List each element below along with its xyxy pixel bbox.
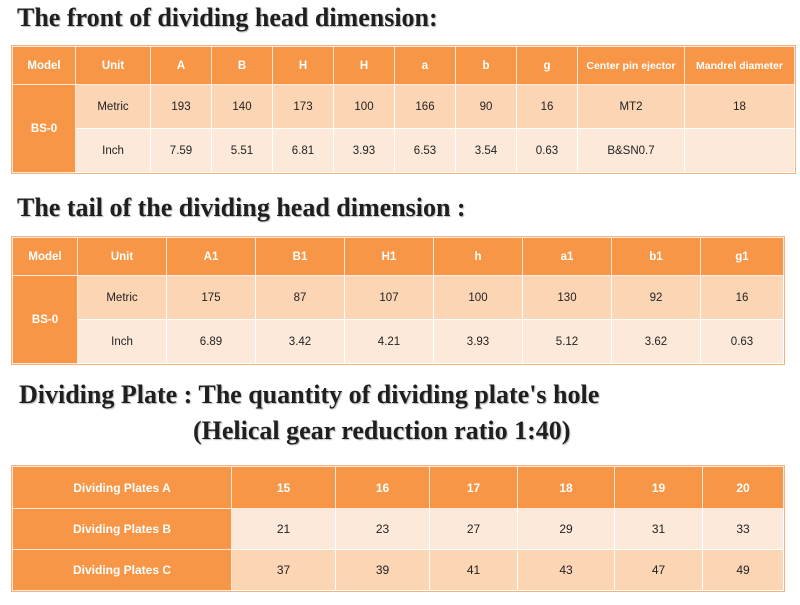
header-cell: Unit xyxy=(76,47,151,85)
table-cell: Inch xyxy=(78,320,167,364)
table-cell: 5.12 xyxy=(523,320,612,364)
header-cell: 18 xyxy=(518,467,615,509)
table-cell: 193 xyxy=(151,85,212,129)
table-cell: 107 xyxy=(345,276,434,320)
tail-table-header-row xyxy=(13,238,784,276)
table-cell: 33 xyxy=(703,509,784,550)
header-cell: B xyxy=(212,47,273,85)
header-cell: Model xyxy=(13,47,76,85)
header-cell: 16 xyxy=(336,467,430,509)
header-cell: H xyxy=(334,47,395,85)
table-cell: 7.59 xyxy=(151,129,212,173)
table-cell: 3.93 xyxy=(334,129,395,173)
table-cell: 130 xyxy=(523,276,612,320)
model-cell: BS-0 xyxy=(13,85,76,173)
header-cell: B1 xyxy=(256,238,345,276)
header-cell: b xyxy=(456,47,517,85)
header-cell: 20 xyxy=(703,467,784,509)
table-cell: 39 xyxy=(336,550,430,591)
table-cell: 175 xyxy=(167,276,256,320)
dividing-plate-subheading: (Helical gear reduction ratio 1:40) xyxy=(193,416,571,445)
table-row xyxy=(13,320,784,364)
header-cell: H1 xyxy=(345,238,434,276)
header-cell: 19 xyxy=(615,467,703,509)
table-cell: 140 xyxy=(212,85,273,129)
table-cell: Inch xyxy=(76,129,151,173)
header-cell: g1 xyxy=(701,238,784,276)
front-dimension-heading: The front of dividing head dimension: xyxy=(17,3,438,32)
table-cell: 43 xyxy=(518,550,615,591)
table-cell: 3.42 xyxy=(256,320,345,364)
plate-c-row xyxy=(13,550,784,591)
plate-b-row xyxy=(13,509,784,550)
front-table-header-row xyxy=(13,47,795,85)
table-cell: 41 xyxy=(430,550,518,591)
table-cell: 6.53 xyxy=(395,129,456,173)
header-cell: Center pin ejector xyxy=(578,47,685,85)
header-cell: h xyxy=(434,238,523,276)
tail-dimension-heading: The tail of the dividing head dimension : xyxy=(17,193,466,222)
table-cell: 31 xyxy=(615,509,703,550)
table-cell: 0.63 xyxy=(701,320,784,364)
table-cell: 3.62 xyxy=(612,320,701,364)
table-cell: 37 xyxy=(232,550,336,591)
table-cell: 21 xyxy=(232,509,336,550)
header-cell: g xyxy=(517,47,578,85)
table-cell: 49 xyxy=(703,550,784,591)
table-cell: 5.51 xyxy=(212,129,273,173)
table-cell: 3.93 xyxy=(434,320,523,364)
dividing-plate-table xyxy=(12,466,784,591)
table-cell: Metric xyxy=(76,85,151,129)
table-cell xyxy=(685,129,795,173)
table-row xyxy=(13,276,784,320)
header-cell: a xyxy=(395,47,456,85)
table-cell: 18 xyxy=(685,85,795,129)
table-cell: 92 xyxy=(612,276,701,320)
table-cell: Metric xyxy=(78,276,167,320)
table-cell: 173 xyxy=(273,85,334,129)
header-cell: 17 xyxy=(430,467,518,509)
table-cell: B&SN0.7 xyxy=(578,129,685,173)
table-cell: 100 xyxy=(334,85,395,129)
header-cell: Unit xyxy=(78,238,167,276)
table-cell: 27 xyxy=(430,509,518,550)
model-cell: BS-0 xyxy=(13,276,78,364)
table-cell: 16 xyxy=(517,85,578,129)
header-cell: A1 xyxy=(167,238,256,276)
table-cell: 0.63 xyxy=(517,129,578,173)
table-cell: 29 xyxy=(518,509,615,550)
table-row xyxy=(13,129,795,173)
header-cell: Model xyxy=(13,238,78,276)
front-dimension-table xyxy=(12,46,795,173)
table-cell: 100 xyxy=(434,276,523,320)
table-cell: 47 xyxy=(615,550,703,591)
header-cell: Mandrel diameter xyxy=(685,47,795,85)
header-cell: 15 xyxy=(232,467,336,509)
table-cell: 3.54 xyxy=(456,129,517,173)
header-cell: a1 xyxy=(523,238,612,276)
tail-dimension-table xyxy=(12,237,784,364)
plate-a-row xyxy=(13,467,784,509)
header-cell: b1 xyxy=(612,238,701,276)
header-cell: H xyxy=(273,47,334,85)
table-cell: 4.21 xyxy=(345,320,434,364)
table-cell: 6.81 xyxy=(273,129,334,173)
dividing-plate-heading: Dividing Plate : The quantity of dividing plate's hole xyxy=(19,380,600,409)
table-cell: 16 xyxy=(701,276,784,320)
table-cell: 90 xyxy=(456,85,517,129)
table-cell: 87 xyxy=(256,276,345,320)
table-cell: MT2 xyxy=(578,85,685,129)
table-row xyxy=(13,85,795,129)
table-cell: 23 xyxy=(336,509,430,550)
row-label: Dividing Plates C xyxy=(13,550,232,591)
table-cell: 6.89 xyxy=(167,320,256,364)
table-cell: 166 xyxy=(395,85,456,129)
row-label: Dividing Plates B xyxy=(13,509,232,550)
header-cell: A xyxy=(151,47,212,85)
row-label: Dividing Plates A xyxy=(13,467,232,509)
